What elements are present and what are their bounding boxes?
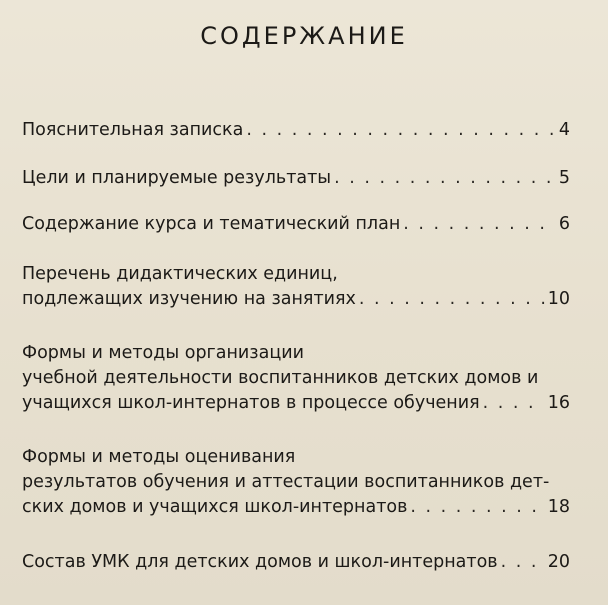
toc-entry bbox=[22, 341, 570, 416]
leader-dots bbox=[246, 118, 556, 143]
toc-entry bbox=[22, 445, 570, 520]
toc-entry bbox=[22, 262, 570, 312]
toc-entry bbox=[22, 166, 570, 191]
toc-entry-title-line: подлежащих изучению на занятиях bbox=[22, 289, 356, 309]
toc-page-number: 6 bbox=[558, 214, 570, 234]
toc-page-number: 10 bbox=[547, 289, 570, 309]
leader-dots bbox=[403, 212, 556, 237]
leader-dots bbox=[334, 166, 556, 191]
toc-entry-title: Содержание курса и тематический план bbox=[22, 214, 401, 234]
toc-entry-title-line: учебной деятельности воспитанников детских домов и bbox=[22, 368, 539, 388]
toc-entry bbox=[22, 550, 570, 575]
leader-dots bbox=[410, 495, 544, 520]
toc-entry-title-line: Формы и методы оценивания bbox=[22, 447, 296, 467]
toc-page-number: 18 bbox=[547, 497, 570, 517]
toc-entry bbox=[22, 212, 570, 237]
toc-entry-title: Состав УМК для детских домов и школ-интернатов bbox=[22, 552, 498, 572]
toc-entry-title-line: ских домов и учащихся школ-интернатов bbox=[22, 497, 408, 517]
toc-entry-title: Пояснительная записка bbox=[22, 120, 244, 140]
toc-entry bbox=[22, 118, 570, 143]
leader-dots bbox=[359, 287, 545, 312]
toc-entry-title-line: результатов обучения и аттестации воспитанников дет- bbox=[22, 472, 550, 492]
contents-heading: СОДЕРЖАНИЕ bbox=[200, 22, 408, 50]
toc-entry-title-line: Формы и методы организации bbox=[22, 343, 304, 363]
toc-page-number: 4 bbox=[558, 120, 570, 140]
toc-page-number: 16 bbox=[547, 393, 570, 413]
leader-dots bbox=[483, 391, 545, 416]
toc-page-number: 20 bbox=[547, 552, 570, 572]
toc-entry-title-line: учащихся школ-интернатов в процессе обучения bbox=[22, 393, 480, 413]
toc-entry-title: Цели и планируемые результаты bbox=[22, 168, 332, 188]
leader-dots bbox=[501, 550, 545, 575]
toc-entry-title-line: Перечень дидактических единиц, bbox=[22, 264, 338, 284]
toc-page-number: 5 bbox=[558, 168, 570, 188]
